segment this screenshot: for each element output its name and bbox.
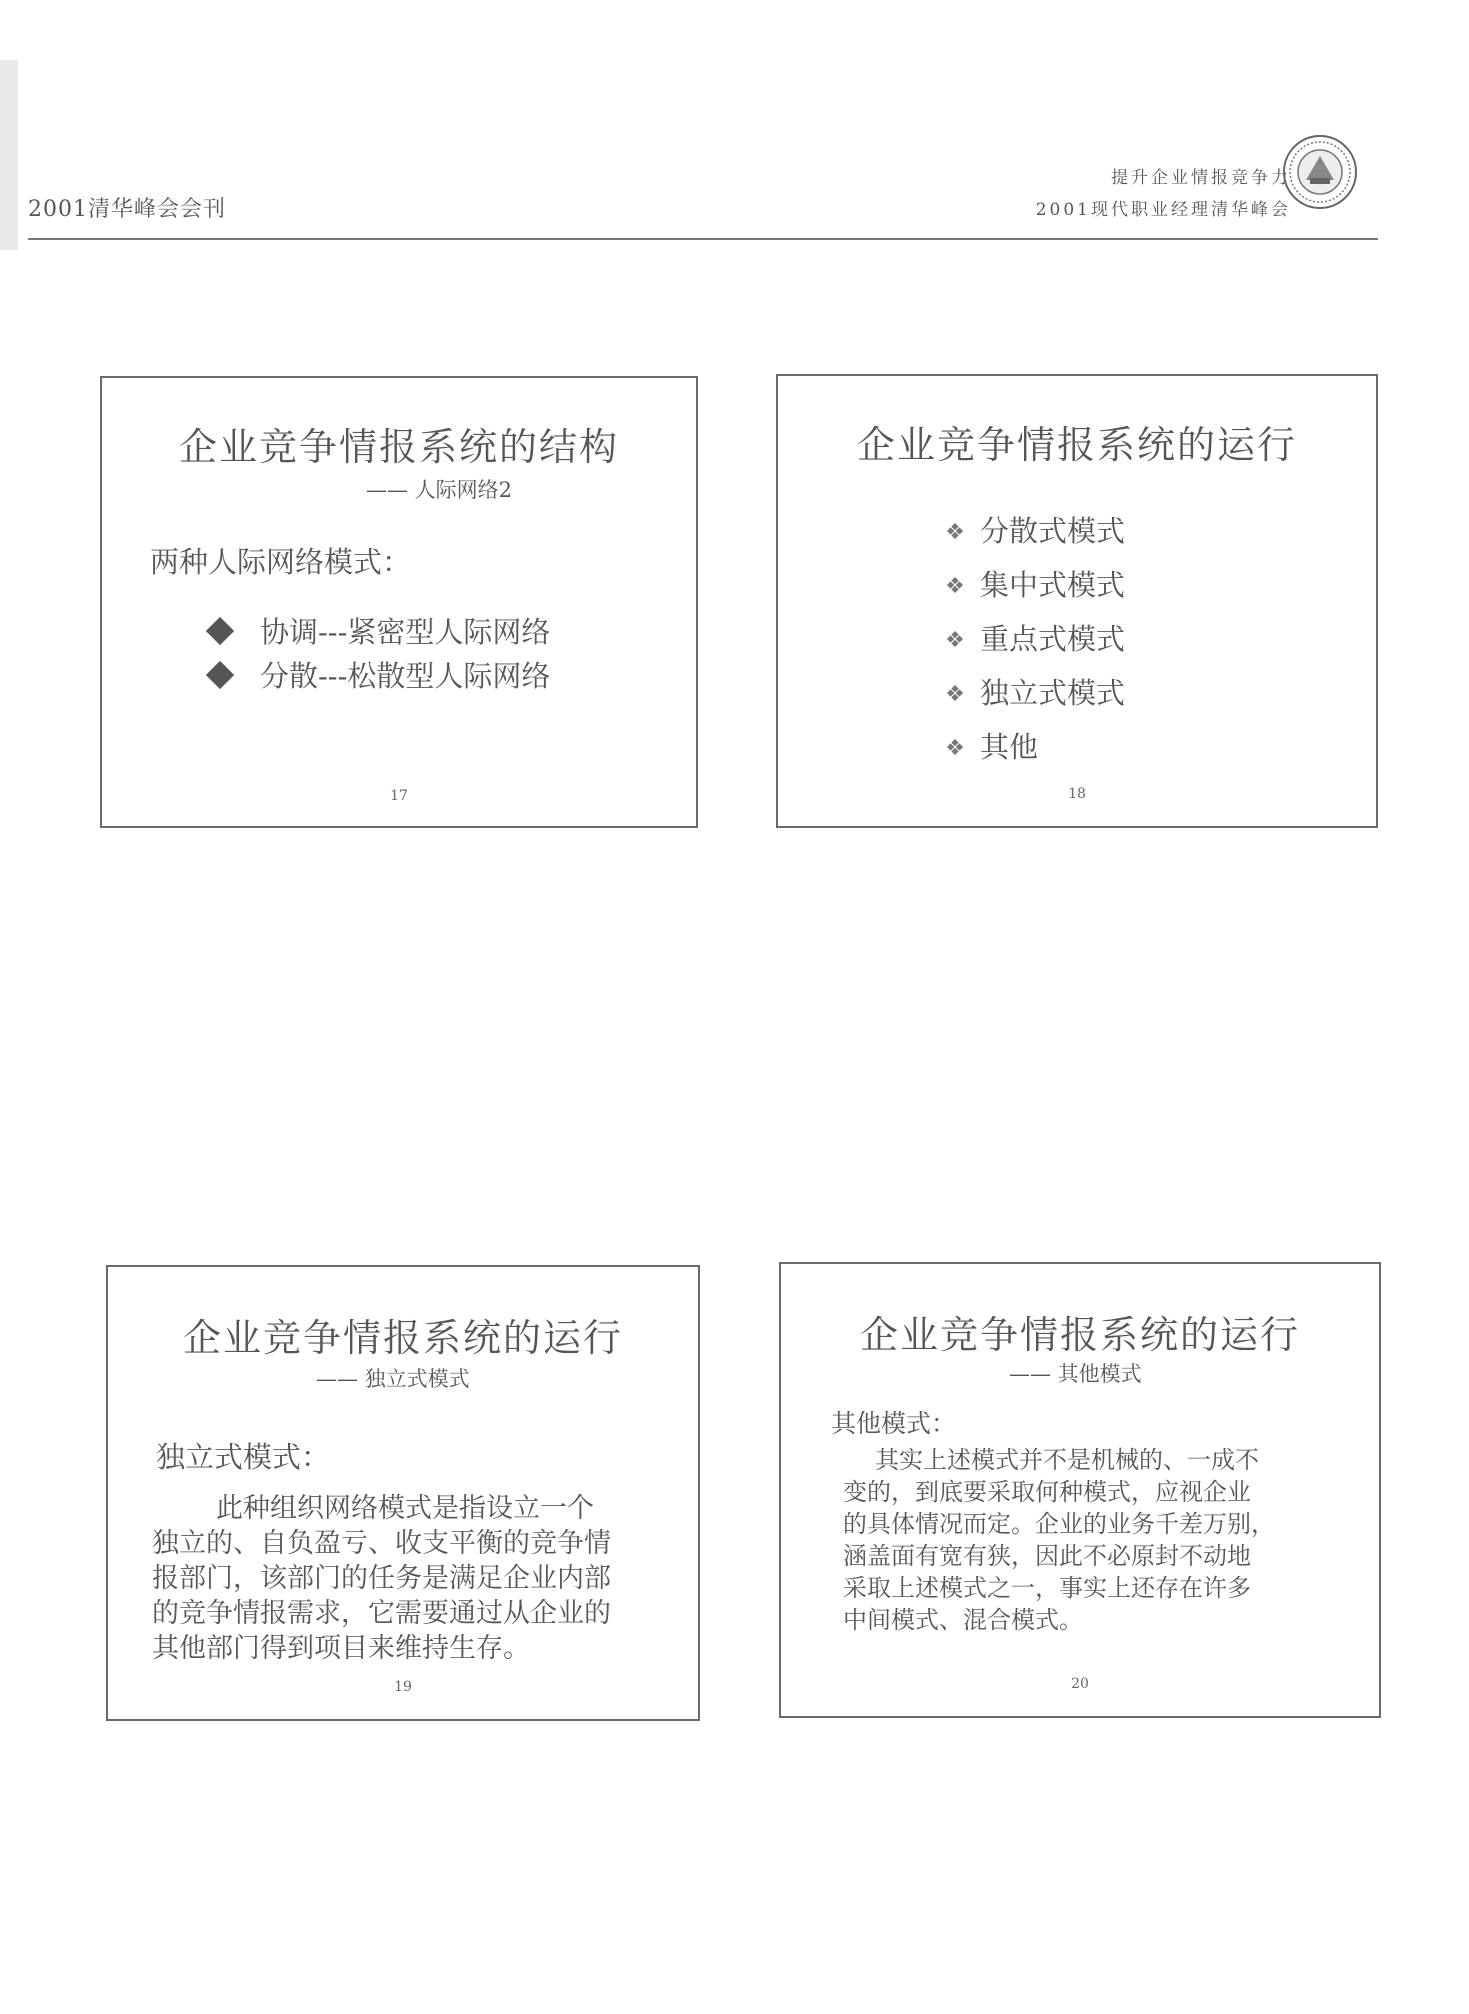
list-item: [942, 666, 1125, 720]
slide-number: 17: [390, 788, 408, 804]
slide-lead: 两种人际网络模式：: [150, 545, 412, 579]
list-item-label: 其他: [980, 730, 1039, 764]
list-item: [210, 654, 550, 695]
diamond-bullet-icon: [206, 617, 234, 645]
paragraph-line: 报部门，该部门的任务是满足企业内部: [152, 1563, 611, 1594]
slide-17: [100, 376, 698, 828]
scan-shadow: [0, 60, 18, 250]
four-diamond-bullet-icon: ❖: [945, 682, 965, 707]
list-item-label: 协调---紧密型人际网络: [260, 615, 551, 649]
paragraph-line: 独立的、自负盈亏、收支平衡的竞争情: [152, 1528, 611, 1559]
header-right-line2: 2001现代职业经理清华峰会: [1035, 200, 1291, 220]
paragraph-line: 涵盖面有宽有狭，因此不必原封不动地: [843, 1542, 1251, 1570]
slide-18: [776, 374, 1378, 828]
paragraph-line: 采取上述模式之一，事实上还存在许多: [843, 1574, 1251, 1602]
list-item: [942, 612, 1125, 666]
slide-title: 企业竞争情报系统的运行: [859, 1313, 1300, 1357]
list-item-label: 分散---松散型人际网络: [260, 659, 551, 693]
list-item: [942, 558, 1125, 612]
four-diamond-bullet-icon: ❖: [945, 736, 965, 761]
list-item: [942, 504, 1125, 558]
list-item-label: 重点式模式: [980, 622, 1126, 656]
slide-subtitle: —— 人际网络2: [366, 478, 513, 502]
header-right: [1036, 162, 1291, 226]
slide-paragraph: [152, 1491, 672, 1666]
paragraph-line: 变的，到底要采取何种模式，应视企业: [843, 1478, 1251, 1506]
four-diamond-bullet-icon: ❖: [945, 628, 965, 653]
four-diamond-bullet-icon: ❖: [945, 520, 965, 545]
diamond-bullet-icon: [206, 661, 234, 689]
list-item: [210, 610, 550, 651]
list-item-label: 独立式模式: [980, 676, 1126, 710]
slide-number: 19: [394, 1679, 412, 1695]
slide-subtitle: —— 其他模式: [1009, 1362, 1142, 1386]
paragraph-line: 其实上述模式并不是机械的、一成不: [875, 1446, 1259, 1474]
header-left-title: 2001清华峰会会刊: [28, 197, 226, 222]
header-rule: [28, 238, 1378, 240]
slide-19: [106, 1265, 700, 1721]
slide-number: 18: [1068, 786, 1086, 802]
slide-lead: 独立式模式：: [156, 1440, 331, 1474]
four-diamond-bullet-icon: ❖: [945, 574, 965, 599]
slide-title: 企业竞争情报系统的结构: [178, 425, 619, 469]
list-item-label: 分散式模式: [980, 514, 1126, 548]
list-item: [942, 720, 1125, 774]
slide-subtitle: —— 独立式模式: [316, 1367, 470, 1391]
list-item-label: 集中式模式: [980, 568, 1126, 602]
slide-20: [779, 1262, 1381, 1718]
university-seal-icon: [1282, 134, 1358, 210]
header-right-line1: 提升企业情报竞争力: [1111, 168, 1291, 188]
paragraph-line: 此种组织网络模式是指设立一个: [216, 1493, 594, 1524]
paragraph-line: 中间模式、混合模式。: [843, 1606, 1083, 1634]
slide-paragraph: [843, 1444, 1343, 1636]
slide-title: 企业竞争情报系统的运行: [856, 423, 1297, 467]
paragraph-line: 其他部门得到项目来维持生存。: [152, 1633, 530, 1664]
paragraph-line: 的具体情况而定。企业的业务千差万别，: [843, 1510, 1275, 1538]
slide-title: 企业竞争情报系统的运行: [182, 1316, 623, 1360]
bullet-list: [942, 504, 1125, 774]
slide-number: 20: [1071, 1676, 1089, 1692]
paragraph-line: 的竞争情报需求，它需要通过从企业的: [152, 1598, 611, 1629]
slide-lead: 其他模式：: [831, 1409, 957, 1438]
